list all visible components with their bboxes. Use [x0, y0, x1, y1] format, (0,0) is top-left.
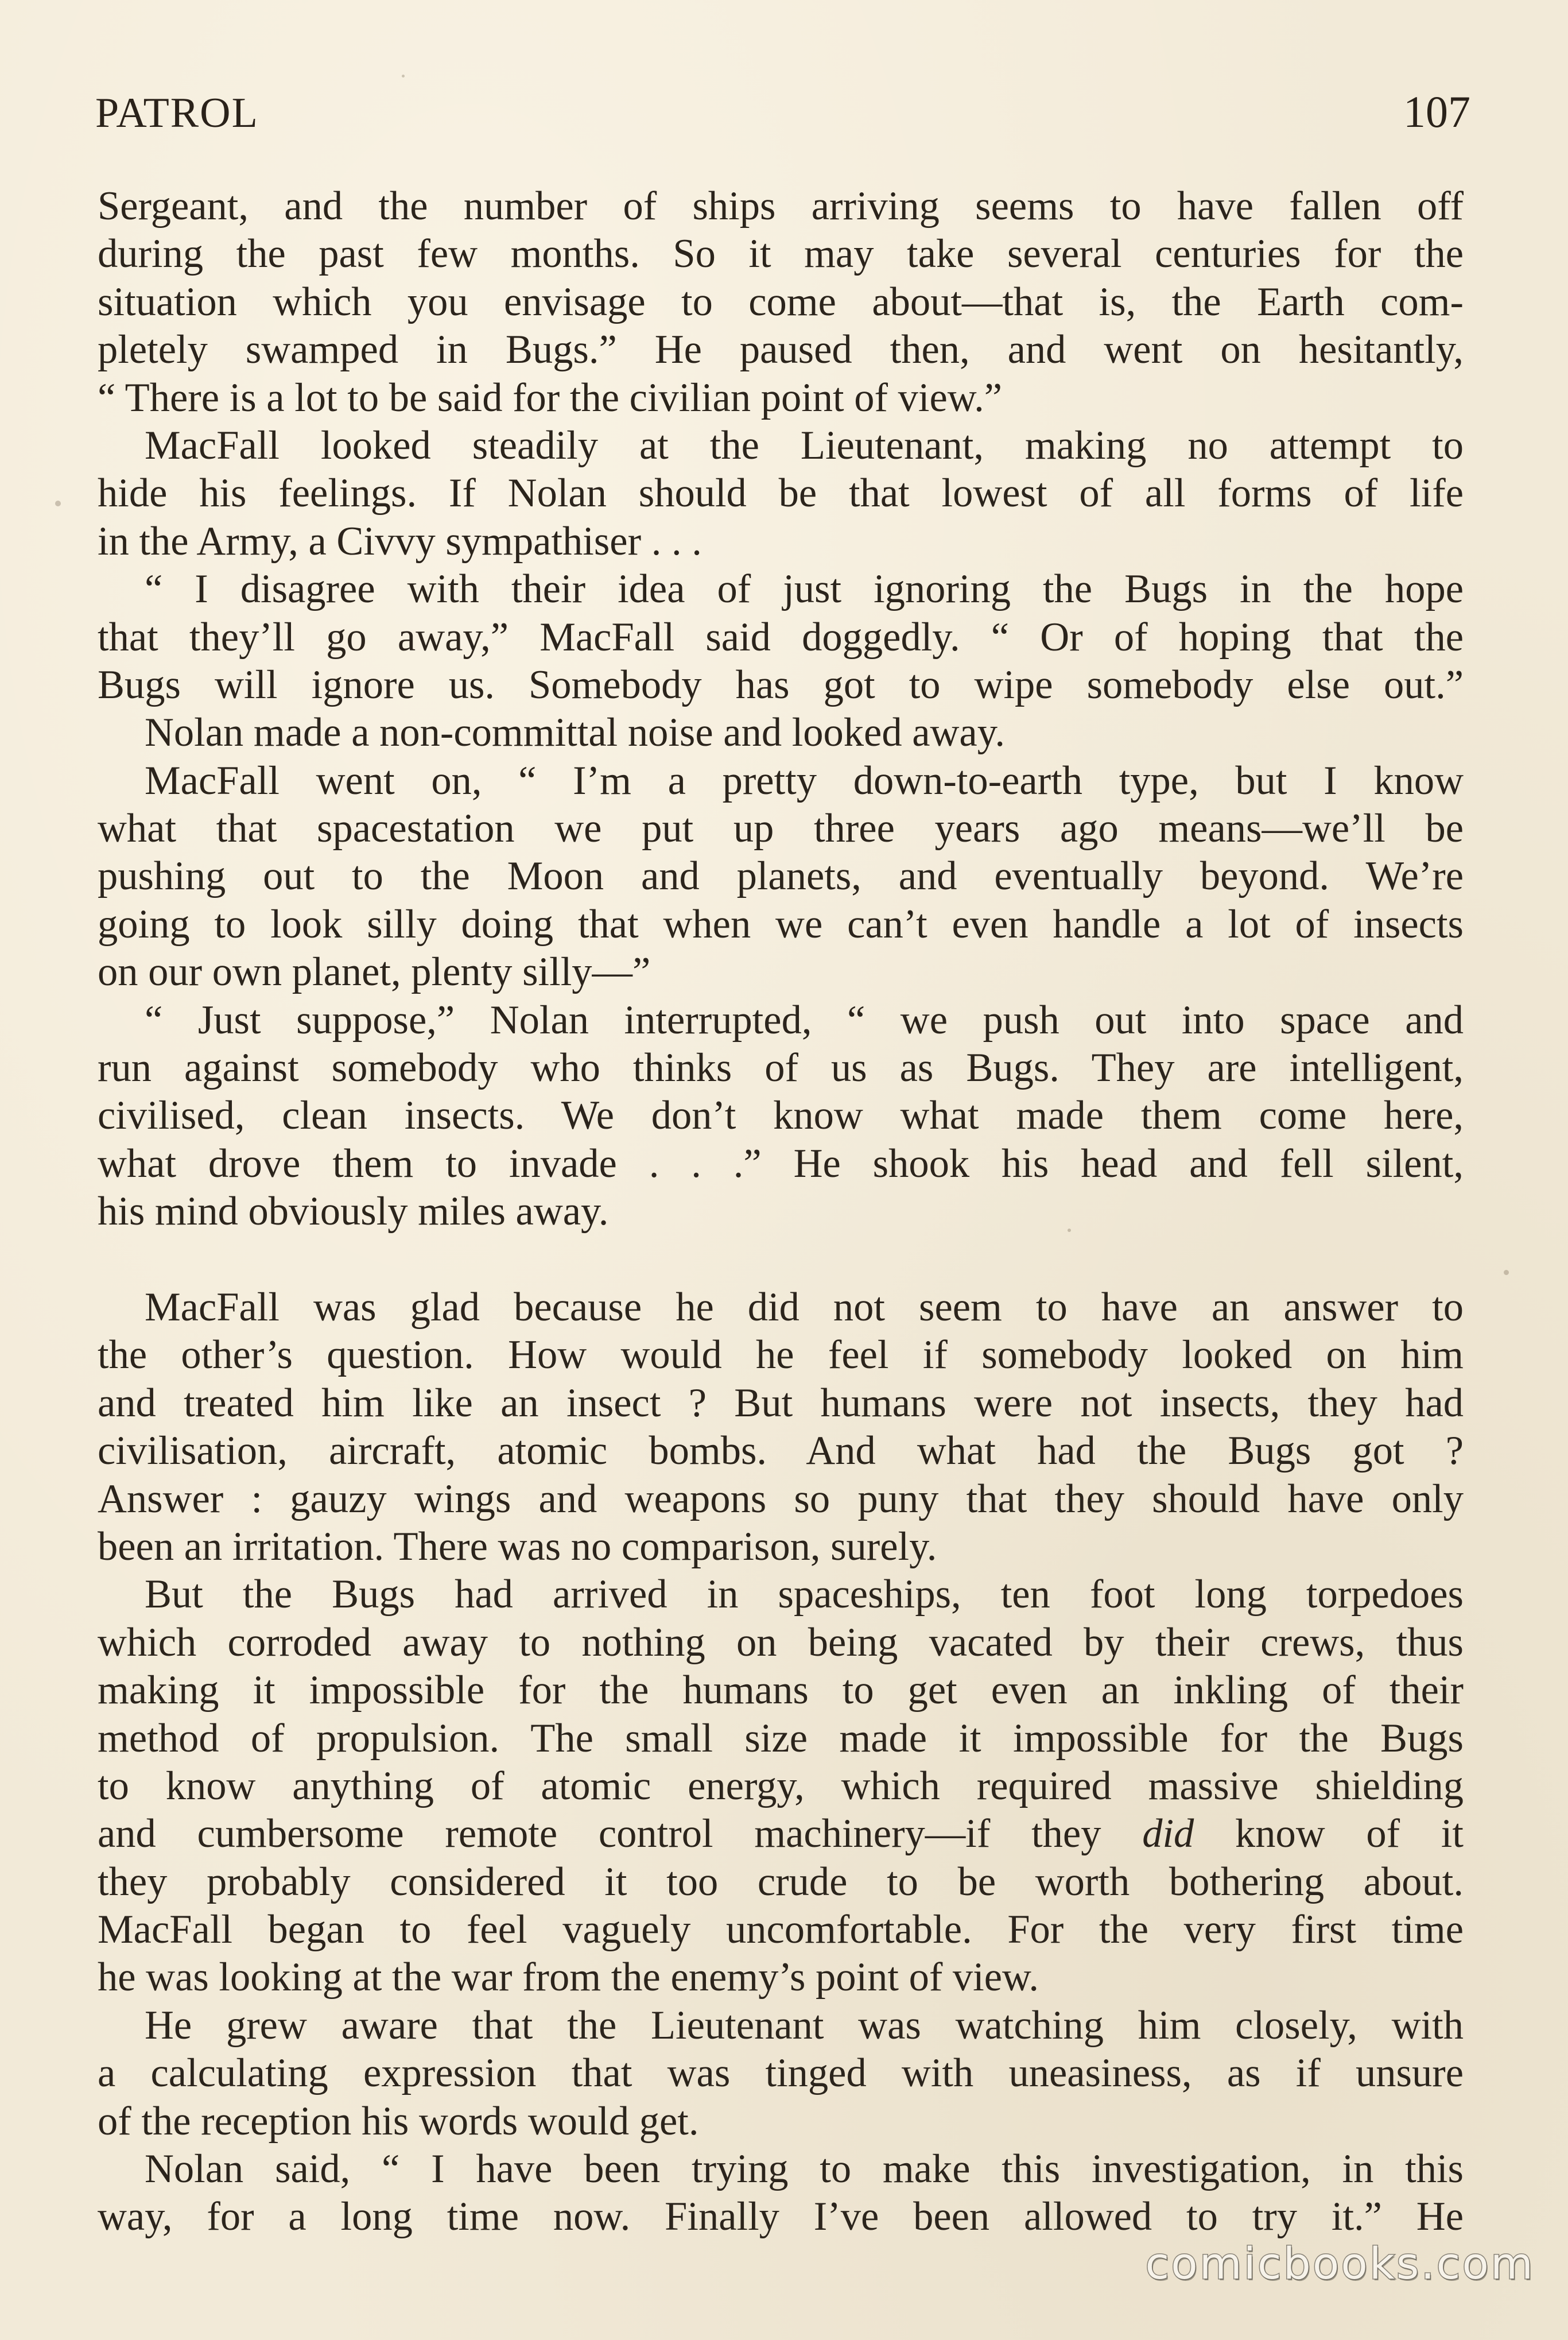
text-line: “ There is a lot to be said for the civilian point of view.” — [98, 375, 1002, 420]
text-line: But the Bugs had arrived in spaceships, ten foot long torpedoes — [145, 1572, 1464, 1617]
text-line: that they’ll go away,” MacFall said doggedly. “ Or of hoping that the — [98, 614, 1464, 660]
text-line: hide his feelings. If Nolan should be that lowest of all forms of life — [98, 471, 1464, 516]
text-line: on our own planet, plenty silly—” — [98, 950, 651, 995]
paragraph-line — [98, 997, 1464, 1044]
text-line: and treated him like an insect ? But humans were not insects, they had — [98, 1380, 1464, 1425]
text-line: MacFall began to feel vaguely uncomfortable. For the very first time — [98, 1907, 1464, 1952]
text-segment: and cumbersome remote control machinery—if they — [98, 1811, 1143, 1857]
text-line: been an irritation. There was no comparison, surely. — [98, 1524, 937, 1569]
text-line: they probably considered it too crude to be worth bothering about. — [98, 1859, 1464, 1904]
paragraph-line — [98, 2002, 1464, 2050]
text-line: making it impossible for the humans to get even an inkling of their — [98, 1668, 1464, 1713]
text-line: a calculating expression that was tinged with uneasiness, as if unsure — [98, 2051, 1464, 2096]
text-line: during the past few months. So it may take several centuries for the — [98, 231, 1464, 277]
paragraph-line — [98, 1571, 1464, 1618]
text-line: he was looking at the war from the enemy’s point of view. — [98, 1955, 1039, 2000]
text-line: way, for a long time now. Finally I’ve been allowed to try it.” He — [98, 2194, 1464, 2240]
text-line: run against somebody who thinks of us as Bugs. They are intelligent, — [98, 1045, 1464, 1091]
chapter-title: PATROL — [95, 90, 259, 137]
text-line: MacFall was glad because he did not seem to have an answer to — [145, 1284, 1464, 1330]
body-text — [98, 183, 1464, 2241]
text-line: MacFall looked steadily at the Lieutenant, making no attempt to — [145, 423, 1464, 468]
paragraph-line — [98, 709, 1464, 757]
text-segment: know of it — [1194, 1811, 1464, 1857]
text-line: civilisation, aircraft, atomic bombs. And what had the Bugs got ? — [98, 1428, 1464, 1474]
page-number: 107 — [1403, 87, 1470, 137]
italic-emphasis: did — [1142, 1811, 1194, 1857]
paper-speck — [55, 501, 61, 506]
text-line: what drove them to invade . . .” He shook his head and fell silent, — [98, 1141, 1464, 1186]
text-line: pletely swamped in Bugs.” He paused then, and went on hesitantly, — [98, 327, 1464, 373]
text-line: Answer : gauzy wings and weapons so puny that they should have only — [98, 1476, 1464, 1521]
text-line: his mind obviously miles away. — [98, 1189, 609, 1234]
paragraph-line — [98, 422, 1464, 470]
text-line: of the reception his words would get. — [98, 2098, 699, 2144]
text-line: situation which you envisage to come about—that is, the Earth com- — [98, 279, 1464, 324]
paragraph-line — [98, 2145, 1464, 2193]
text-line: civilised, clean insects. We don’t know what made them come here, — [98, 1093, 1464, 1138]
text-line-with-italic — [98, 1810, 1464, 1858]
text-line: which corroded away to nothing on being vacated by their crews, thus — [98, 1620, 1464, 1665]
text-line: method of propulsion. The small size made it impossible for the Bugs — [98, 1715, 1464, 1761]
text-line: He grew aware that the Lieutenant was watching him closely, with — [145, 2002, 1464, 2048]
section-break — [98, 1236, 1464, 1284]
text-line: Nolan said, “ I have been trying to make this investigation, in this — [145, 2147, 1464, 2192]
text-line: in the Army, a Civvy sympathiser . . . — [98, 518, 702, 564]
paper-speck — [1504, 1270, 1509, 1275]
paragraph-line — [98, 1284, 1464, 1331]
text-line: Bugs will ignore us. Somebody has got to wipe somebody else out.” — [98, 662, 1464, 707]
text-line: Nolan made a non-committal noise and looked away. — [145, 710, 1005, 756]
paragraph-line — [98, 757, 1464, 805]
text-line: pushing out to the Moon and planets, and eventually beyond. We’re — [98, 854, 1464, 899]
running-head — [95, 86, 1470, 144]
paper-speck — [402, 75, 405, 78]
text-line: “ Just suppose,” Nolan interrupted, “ we push out into space and — [145, 997, 1464, 1043]
text-line: “ I disagree with their idea of just ignoring the Bugs in the hope — [145, 567, 1464, 612]
text-line: to know anything of atomic energy, which required massive shielding — [98, 1763, 1464, 1808]
text-line: going to look silly doing that when we can’t even handle a lot of insects — [98, 901, 1464, 947]
watermark-logo: comicbooks.com — [1145, 2238, 1535, 2289]
paragraph-line — [98, 565, 1464, 613]
text-line: Sergeant, and the number of ships arriving seems to have fallen off — [98, 184, 1464, 228]
paper-speck — [1068, 1229, 1071, 1232]
text-line: what that spacestation we put up three years ago means—we’ll be — [98, 806, 1464, 851]
text-line: MacFall went on, “ I’m a pretty down-to-earth type, but I know — [145, 758, 1464, 803]
text-line: the other’s question. How would he feel if somebody looked on him — [98, 1332, 1464, 1378]
